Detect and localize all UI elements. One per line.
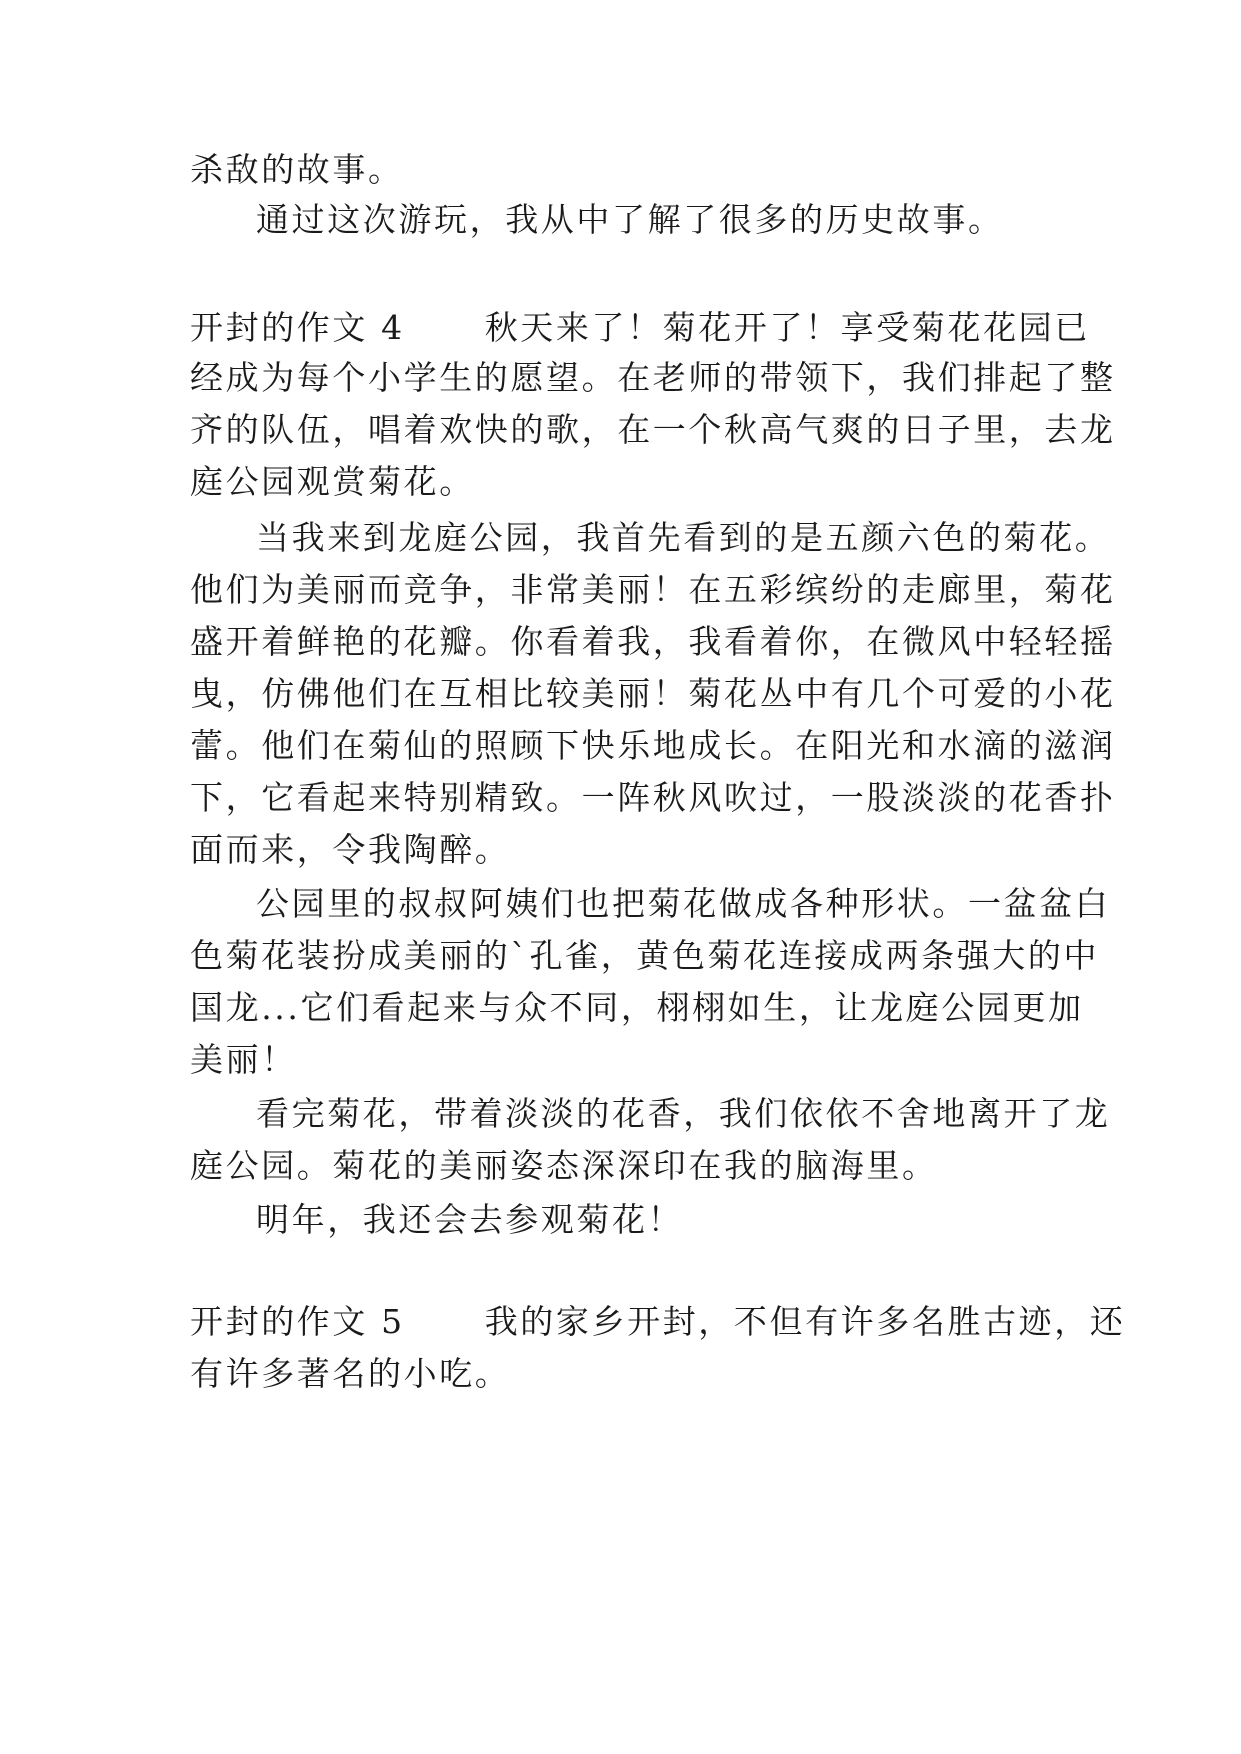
paragraph-line: 美丽！ xyxy=(190,1040,297,1079)
paragraph-line: 有许多著名的小吃。 xyxy=(190,1354,511,1393)
paragraph-line: 经成为每个小学生的愿望。在老师的带领下，我们排起了整 xyxy=(190,358,1116,397)
essay-4-heading-line: 开封的作文 4 秋天来了！菊花开了！享受菊花花园已 xyxy=(190,308,1090,347)
essay-4-title: 开封的作文 4 xyxy=(190,308,405,347)
paragraph-line: 杀敌的故事。 xyxy=(190,150,404,189)
paragraph-line: 当我来到龙庭公园，我首先看到的是五颜六色的菊花。 xyxy=(256,518,1111,557)
paragraph-line: 蕾。他们在菊仙的照顾下快乐地成长。在阳光和水滴的滋润 xyxy=(190,726,1116,765)
paragraph-line: 通过这次游玩，我从中了解了很多的历史故事。 xyxy=(256,200,1004,239)
paragraph-line: 公园里的叔叔阿姨们也把菊花做成各种形状。一盆盆白 xyxy=(256,884,1111,923)
paragraph-line: 盛开着鲜艳的花瓣。你看着我，我看着你，在微风中轻轻摇 xyxy=(190,622,1116,661)
paragraph-line: 色菊花装扮成美丽的`孔雀，黄色菊花连接成两条强大的中 xyxy=(190,936,1100,975)
paragraph-line: 明年，我还会去参观菊花！ xyxy=(256,1200,684,1239)
paragraph-line: 齐的队伍，唱着欢快的歌，在一个秋高气爽的日子里，去龙 xyxy=(190,410,1116,449)
paragraph-line: 看完菊花，带着淡淡的花香，我们依依不舍地离开了龙 xyxy=(256,1094,1111,1133)
paragraph-line: 庭公园。菊花的美丽姿态深深印在我的脑海里。 xyxy=(190,1146,938,1185)
paragraph-line: 曳，仿佛他们在互相比较美丽！菊花丛中有几个可爱的小花 xyxy=(190,674,1116,713)
essay-5-title: 开封的作文 5 xyxy=(190,1302,405,1341)
essay-5-heading-line: 开封的作文 5 我的家乡开封，不但有许多名胜古迹，还 xyxy=(190,1302,1126,1341)
paragraph-line: 他们为美丽而竞争，非常美丽！在五彩缤纷的走廊里，菊花 xyxy=(190,570,1116,609)
paragraph-line: 庭公园观赏菊花。 xyxy=(190,462,475,501)
paragraph-line: 面而来，令我陶醉。 xyxy=(190,830,511,869)
paragraph-line: 下，它看起来特别精致。一阵秋风吹过，一股淡淡的花香扑 xyxy=(190,778,1116,817)
paragraph-line: 国龙...它们看起来与众不同，栩栩如生，让龙庭公园更加 xyxy=(190,988,1084,1027)
